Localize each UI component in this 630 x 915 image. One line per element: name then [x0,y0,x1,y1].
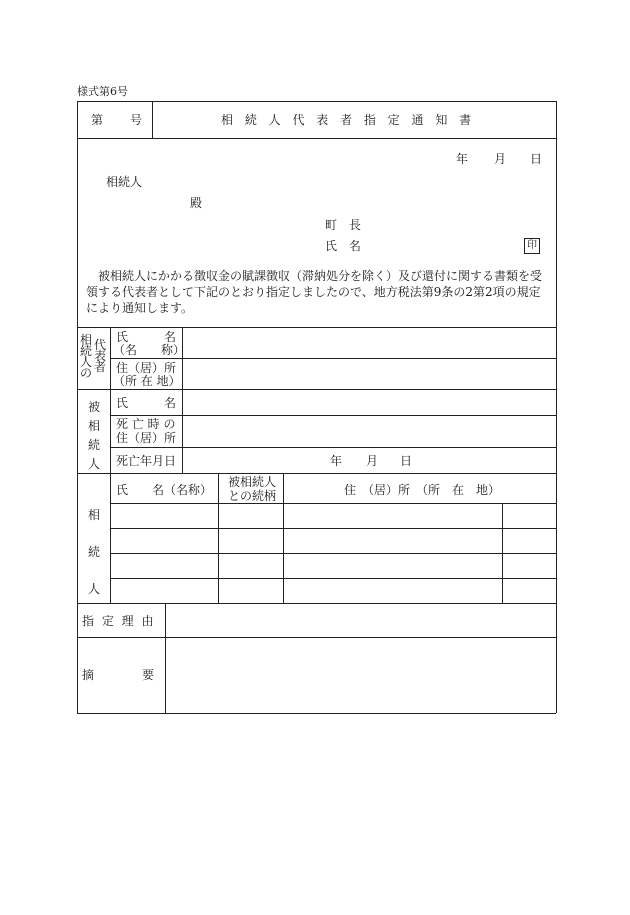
addressee-label: 相続人 [106,175,143,189]
honorific: 殿 [190,196,203,210]
seal-mark: 印 [524,238,540,254]
death-date-day: 日 [400,454,413,468]
heirs-side-label: 相続人 [88,508,101,596]
representative-side-label-2: 代表者 [94,338,107,374]
representative-side-label-1: 相続人の [80,333,93,380]
number-suffix: 号 [130,113,143,127]
remarks-label: 摘 要 [82,668,155,682]
rep-name-label-1: 氏 名 [116,330,177,344]
number-label: 第 [91,113,104,127]
date-day: 日 [530,152,543,166]
deceased-side-label: 被相続人 [88,400,101,471]
rep-address-label-2: （所 在 地） [113,374,181,388]
date-month: 月 [494,152,507,166]
date-year: 年 [456,152,469,166]
notice-body: 被相続人にかかる徴収金の賦課徴収（滞納処分を除く）及び還付に関する書類を受領する代表者として下記のとおり指定しましたので、地方税法第9条の2第2項の規定により通知します。 [86,269,543,315]
death-address-label-1: 死 亡 時 の [116,417,176,431]
issuer-title: 町 長 [325,218,365,232]
document-title: 相 続 人 代 表 者 指 定 通 知 書 [221,113,476,127]
form-number: 様式第6号 [77,85,128,98]
death-date-year: 年 [330,454,343,468]
heirs-col-relation-2: との続柄 [228,489,277,503]
death-address-label-2: 住（居）所 [116,431,177,445]
rep-address-label-1: 住（居）所 [116,361,177,375]
rep-name-label-2: （名 称） [113,343,186,357]
heirs-col-address: 住 （居）所 （所 在 地） [344,483,501,497]
deceased-name-label: 氏 名 [116,396,177,410]
designation-reason-label: 指 定 理 由 [82,614,156,628]
death-date-month: 月 [366,454,379,468]
death-date-label: 死亡年月日 [116,454,177,468]
heirs-col-relation-1: 被相続人 [228,475,277,489]
issuer-name-label: 氏 名 [325,239,365,253]
heirs-col-name: 氏 名（名称） [116,483,213,497]
